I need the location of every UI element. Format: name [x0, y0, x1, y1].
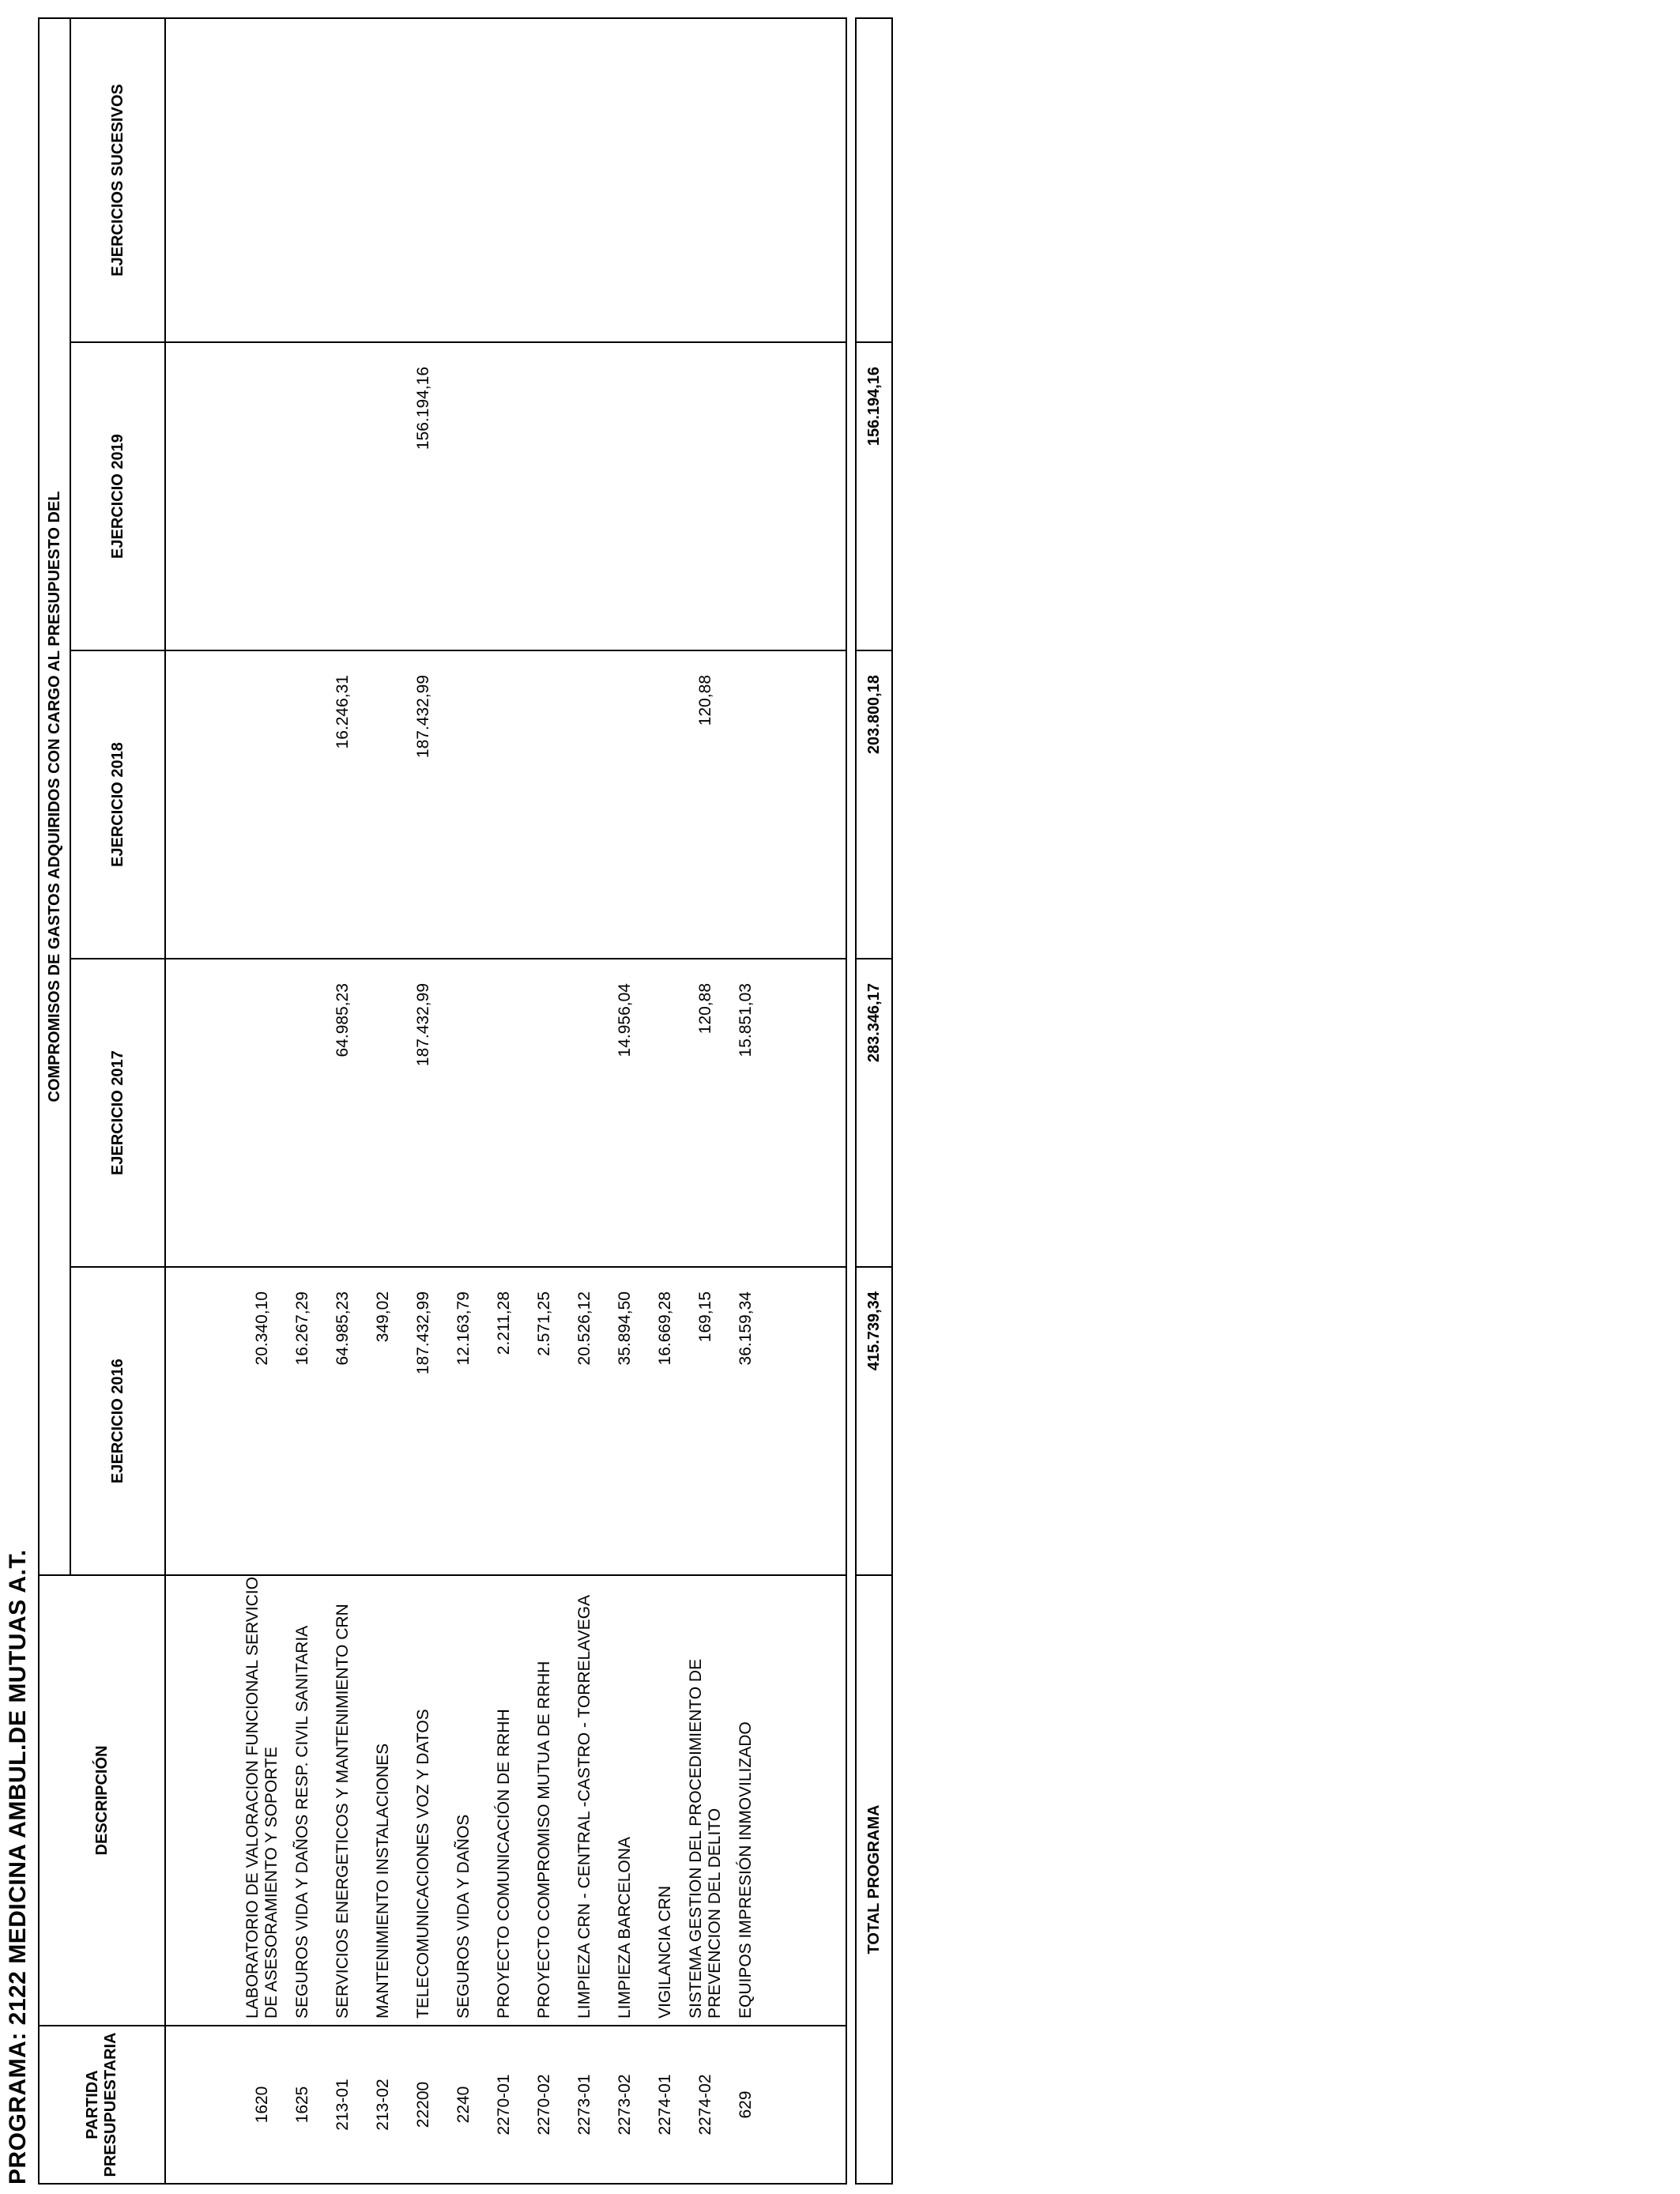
row-1-y2017 [282, 959, 322, 1266]
row-4-y2018: 187.432,99 [413, 675, 432, 759]
row-11-partida: 2274-02 [695, 2074, 714, 2136]
row-5-y2016: 12.163,79 [454, 1291, 473, 1366]
ejercicio-2019-column [165, 342, 846, 650]
row-8-descripcion: LIMPIEZA CRN - CENTRAL -CASTRO - TORRELAVEGA [574, 1595, 593, 2019]
commitments-table [38, 17, 847, 2185]
row-10-y2017 [645, 959, 685, 1266]
row-8-y2018 [564, 651, 605, 958]
row-2-y2019 [322, 343, 363, 650]
program-title: PROGRAMA: 2122 MEDICINA AMBUL.DE MUTUAS A.T. [5, 1549, 31, 2185]
row-4-descripcion: TELECOMUNICACIONES VOZ Y DATOS [413, 1709, 432, 2019]
row-11-y2018: 120,88 [695, 675, 714, 726]
row-9-partida: 2273-02 [615, 2074, 634, 2136]
row-9-descripcion: LIMPIEZA BARCELONA [615, 1837, 634, 2019]
row-2-partida: 213-01 [333, 2079, 352, 2131]
row-8-y2019 [564, 343, 605, 650]
row-10-partida: 2274-01 [655, 2074, 674, 2136]
row-12-y2016: 36.159,34 [736, 1291, 755, 1366]
row-12-partida: 629 [736, 2090, 755, 2119]
total-label: TOTAL PROGRAMA [856, 1575, 892, 2184]
header-ejercicio-2017: EJERCICIO 2017 [70, 959, 165, 1267]
row-3-y2017 [363, 959, 403, 1266]
row-10-y2018 [645, 651, 685, 958]
row-0-partida: 1620 [252, 2086, 271, 2124]
ejercicio-2018-column [165, 650, 846, 959]
row-0-y2018 [242, 651, 282, 958]
row-5-sucesivos [443, 19, 484, 341]
header-ejercicio-2019: EJERCICIO 2019 [70, 342, 165, 650]
row-9-y2017: 14.956,04 [615, 983, 634, 1057]
row-1-y2018 [282, 651, 322, 958]
total-2017: 283.346,17 [856, 959, 892, 1267]
row-11-y2019 [685, 343, 725, 650]
row-10-y2019 [645, 343, 685, 650]
row-7-y2019 [524, 343, 564, 650]
total-sucesivos [856, 18, 892, 342]
row-12-y2018 [725, 651, 766, 958]
row-4-sucesivos [403, 19, 443, 341]
row-6-y2016: 2.211,28 [494, 1291, 513, 1355]
header-partida: PARTIDA PRESUPUESTARIA [39, 2026, 165, 2184]
row-0-y2016: 20.340,10 [252, 1291, 271, 1366]
row-2-y2018: 16.246,31 [333, 675, 352, 749]
row-11-y2016: 169,15 [695, 1291, 714, 1343]
row-2-y2017: 64.985,23 [333, 983, 352, 1057]
row-11-descripcion: SISTEMA GESTION DEL PROCEDIMIENTO DE PREVENCION DEL DELITO [686, 1658, 724, 2019]
row-5-partida: 2240 [454, 2086, 473, 2124]
row-7-y2018 [524, 651, 564, 958]
row-1-partida: 1625 [292, 2086, 311, 2124]
row-1-sucesivos [282, 19, 322, 341]
row-6-partida: 2270-01 [494, 2074, 513, 2136]
header-ejercicio-2018: EJERCICIO 2018 [70, 650, 165, 959]
row-9-sucesivos [605, 19, 645, 341]
ejercicio-2016-column [165, 1267, 846, 1575]
row-7-descripcion: PROYECTO COMPROMISO MUTUA DE RRHH [534, 1661, 553, 2019]
row-6-sucesivos [484, 19, 524, 341]
row-6-descripcion: PROYECTO COMUNICACIÓN DE RRHH [494, 1709, 513, 2019]
header-ejercicios-sucesivos: EJERCICIOS SUCESIVOS [70, 18, 165, 342]
row-1-y2016: 16.267,29 [292, 1291, 311, 1366]
total-2019: 156.194,16 [856, 342, 892, 650]
row-3-y2016: 349,02 [373, 1291, 392, 1343]
row-7-y2017 [524, 959, 564, 1266]
ejercicio-2017-column [165, 959, 846, 1267]
row-8-y2016: 20.526,12 [574, 1291, 593, 1366]
row-2-sucesivos [322, 19, 363, 341]
row-6-y2017 [484, 959, 524, 1266]
row-5-descripcion: SEGUROS VIDA Y DAÑOS [454, 1814, 473, 2019]
row-9-y2018 [605, 651, 645, 958]
row-10-y2016: 16.669,28 [655, 1291, 674, 1366]
row-4-partida: 22200 [413, 2081, 432, 2128]
row-12-y2019 [725, 343, 766, 650]
row-1-descripcion: SEGUROS VIDA Y DAÑOS RESP. CIVIL SANITARIA [292, 1625, 311, 2019]
row-1-y2019 [282, 343, 322, 650]
header-group: COMPROMISOS DE GASTOS ADQUIRIDOS CON CARGO AL PRESUPUESTO DEL [39, 18, 70, 1575]
row-8-partida: 2273-01 [574, 2074, 593, 2136]
row-3-y2018 [363, 651, 403, 958]
row-2-descripcion: SERVICIOS ENERGETICOS Y MANTENIMIENTO CRN [333, 1604, 352, 2019]
row-8-sucesivos [564, 19, 605, 341]
row-3-descripcion: MANTENIMIENTO INSTALACIONES [373, 1743, 392, 2019]
row-8-y2017 [564, 959, 605, 1266]
row-11-y2017: 120,88 [695, 983, 714, 1035]
partida-column [165, 2026, 846, 2184]
row-3-sucesivos [363, 19, 403, 341]
row-0-y2017 [242, 959, 282, 1266]
row-11-sucesivos [685, 19, 725, 341]
row-5-y2017 [443, 959, 484, 1266]
header-descripcion: DESCRIPCIÓN [39, 1575, 165, 2026]
row-2-y2016: 64.985,23 [333, 1291, 352, 1366]
total-table [855, 17, 893, 2185]
row-0-sucesivos [242, 19, 282, 341]
row-4-y2019: 156.194,16 [413, 367, 432, 450]
row-12-y2017: 15.851,03 [736, 983, 755, 1057]
row-3-partida: 213-02 [373, 2079, 392, 2131]
row-0-y2019 [242, 343, 282, 650]
row-10-sucesivos [645, 19, 685, 341]
row-12-descripcion: EQUIPOS IMPRESIÓN INMOVILIZADO [736, 1721, 755, 2019]
row-5-y2019 [443, 343, 484, 650]
row-4-y2016: 187.432,99 [413, 1291, 432, 1375]
descripcion-column [165, 1575, 846, 2026]
row-6-y2019 [484, 343, 524, 650]
row-3-y2019 [363, 343, 403, 650]
total-2018: 203.800,18 [856, 650, 892, 959]
total-2016: 415.739,34 [856, 1267, 892, 1575]
row-9-y2016: 35.894,50 [615, 1291, 634, 1366]
row-7-sucesivos [524, 19, 564, 341]
header-ejercicio-2016: EJERCICIO 2016 [70, 1267, 165, 1575]
row-0-descripcion: LABORATORIO DE VALORACION FUNCIONAL SERVICIO DE ASESORAMIENTO Y SOPORTE [243, 1577, 281, 2019]
row-7-y2016: 2.571,25 [534, 1291, 553, 1356]
row-6-y2018 [484, 651, 524, 958]
row-5-y2018 [443, 651, 484, 958]
row-10-descripcion: VIGILANCIA CRN [655, 1885, 674, 2019]
ejercicios-sucesivos-column [165, 18, 846, 342]
row-7-partida: 2270-02 [534, 2074, 553, 2136]
row-9-y2019 [605, 343, 645, 650]
row-4-y2017: 187.432,99 [413, 983, 432, 1067]
row-12-sucesivos [725, 19, 766, 341]
